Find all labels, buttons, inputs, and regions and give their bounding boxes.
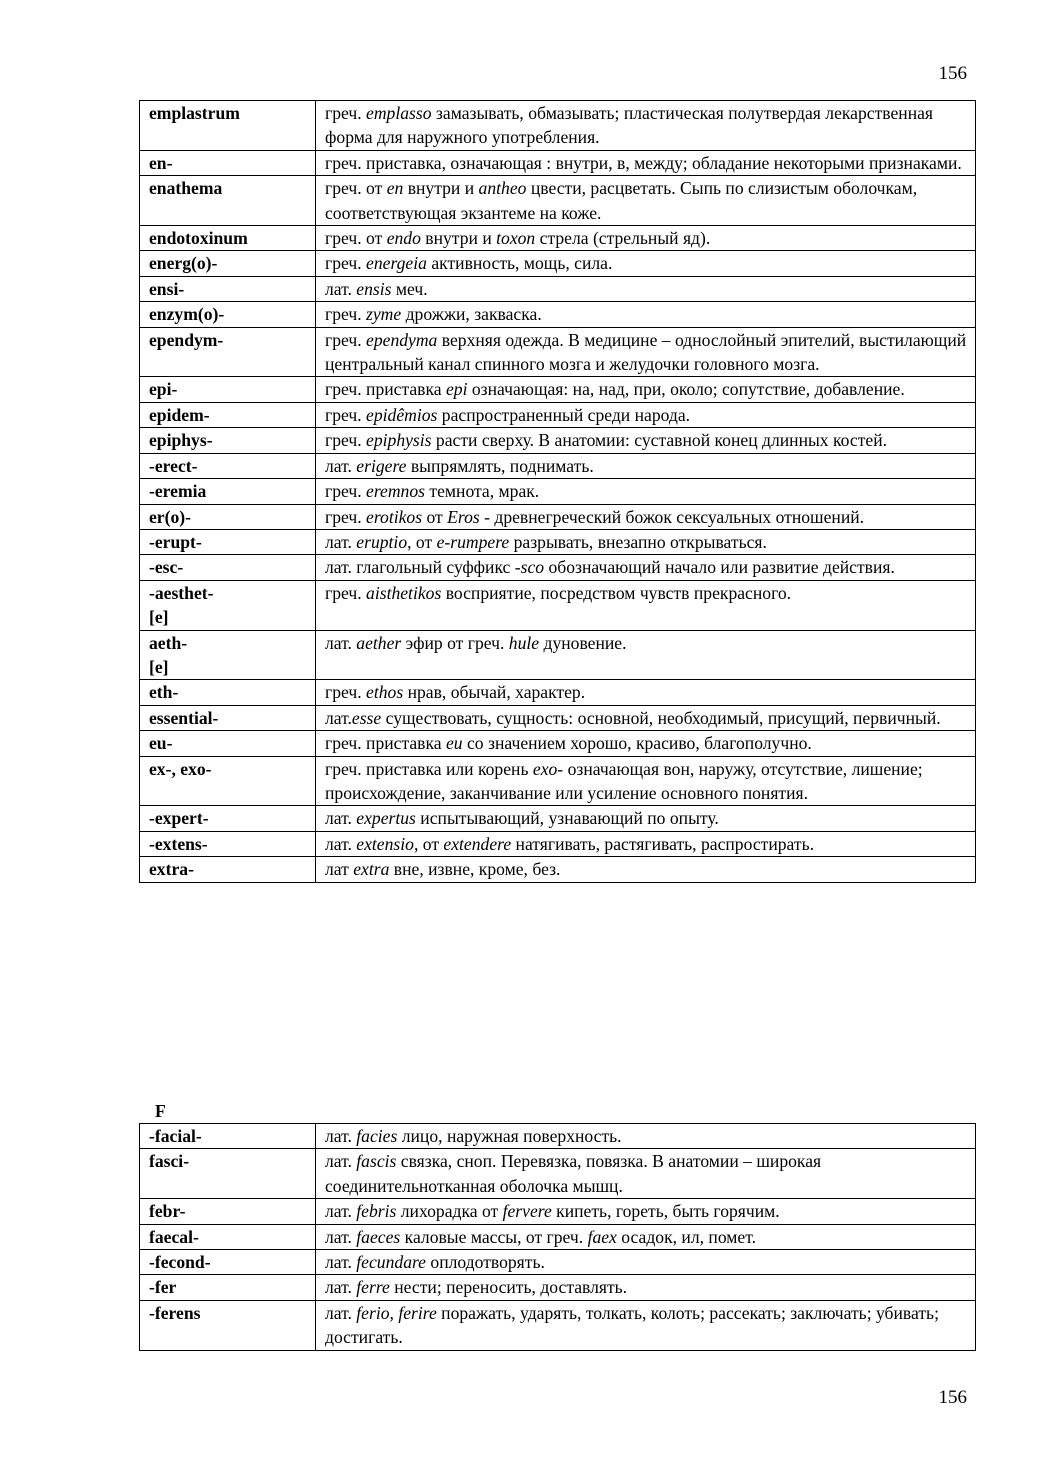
definition-italic-text: eruptio <box>356 531 408 552</box>
table-row <box>140 756 976 806</box>
definition-text: лат. <box>325 632 357 653</box>
table-row <box>140 453 976 478</box>
table-row <box>140 1224 976 1249</box>
definition-text: лат. <box>325 278 357 299</box>
section-letter-f: F <box>155 1101 166 1121</box>
definition-cell <box>316 1199 976 1224</box>
definition-text: лат. <box>325 707 352 728</box>
definition-italic-text: febris <box>356 1201 397 1222</box>
definition-text: - древнегреческий божок сексуальных отношений. <box>479 506 865 527</box>
definition-text: замазывать, обмазывать; пластическая полутвердая лекарственная форма для наружного употребления. <box>325 103 934 148</box>
term-cell: epiphys- <box>140 428 316 453</box>
definition-cell <box>316 176 976 226</box>
definition-italic-text: toxon <box>496 228 536 249</box>
definition-text: восприятие, посредством чувств прекрасного. <box>441 582 792 603</box>
table-row <box>140 857 976 882</box>
definition-italic-text: ethos <box>366 682 404 703</box>
definition-italic-text: e-rumpere <box>436 531 510 552</box>
definition-text: греч. <box>325 304 367 325</box>
table-row <box>140 1124 976 1149</box>
definition-text: греч. <box>325 404 367 425</box>
definition-text: греч. <box>325 430 367 451</box>
term-cell: extra- <box>140 857 316 882</box>
definition-italic-text: eremnos <box>366 481 425 502</box>
definition-italic-text: faex <box>587 1226 617 1247</box>
definition-italic-text: fascis <box>356 1151 397 1172</box>
definition-italic-text: esse <box>351 707 382 728</box>
table-row <box>140 806 976 831</box>
dictionary-table-f <box>139 1123 976 1351</box>
definition-text: лат. <box>325 455 357 476</box>
definition-cell <box>316 1224 976 1249</box>
definition-italic-text: ferio, ferire <box>356 1302 437 1323</box>
page-number-top: 156 <box>938 63 967 84</box>
definition-italic-text: ferre <box>356 1277 390 1298</box>
term-cell: -extens- <box>140 831 316 856</box>
definition-cell <box>316 101 976 151</box>
term-cell: ensi- <box>140 276 316 301</box>
table-row <box>140 428 976 453</box>
definition-cell <box>316 756 976 806</box>
definition-text: от <box>422 506 448 527</box>
definition-italic-text: endo <box>386 228 421 249</box>
definition-cell <box>316 580 976 630</box>
definition-italic-text: ependyma <box>366 329 438 350</box>
definition-italic-text: extra <box>353 859 390 880</box>
definition-text: стрела (стрельный яд). <box>535 228 711 249</box>
definition-text: лат. <box>325 1277 357 1298</box>
definition-text: дуновение. <box>539 632 627 653</box>
definition-text: лат. <box>325 1252 357 1273</box>
term-cell: er(o)- <box>140 504 316 529</box>
term-cell: -fecond- <box>140 1250 316 1275</box>
term-cell: enathema <box>140 176 316 226</box>
definition-cell <box>316 276 976 301</box>
table-row <box>140 377 976 402</box>
definition-text: цвести, расцветать. Сыпь по слизистым оболочкам, соответствующая экзантеме на коже. <box>325 178 918 223</box>
definition-cell <box>316 1300 976 1350</box>
dictionary-table-e <box>139 100 976 883</box>
table-row <box>140 504 976 529</box>
term-cell: enzym(o)- <box>140 302 316 327</box>
definition-text: активность, мощь, сила. <box>426 253 613 274</box>
definition-italic-text: faeces <box>356 1226 401 1247</box>
definition-cell <box>316 857 976 882</box>
term-cell: -eremia <box>140 479 316 504</box>
term-cell: energ(o)- <box>140 251 316 276</box>
definition-italic-text: exo- <box>532 758 564 779</box>
definition-text: кипеть, гореть, быть горячим. <box>551 1201 780 1222</box>
definition-text: верхняя одежда. В медицине – однослойный эпителий, выстилающий центральный канал спинного мозга и желудочки головного мозга. <box>325 329 967 375</box>
definition-text: внутри и <box>420 228 497 249</box>
definition-cell <box>316 1275 976 1300</box>
definition-text: натягивать, растягивать, распростирать. <box>511 833 814 854</box>
definition-text: темнота, мрак. <box>425 481 540 502</box>
definition-italic-text: extensio <box>356 833 414 854</box>
definition-italic-text: fecundare <box>356 1252 426 1273</box>
definition-cell <box>316 731 976 756</box>
table-row <box>140 327 976 377</box>
definition-text: означающая: на, над, при, около; сопутствие, добавление. <box>467 379 905 400</box>
definition-cell <box>316 705 976 730</box>
definition-text: лат. глагольный суффикс <box>325 557 515 578</box>
definition-italic-text: erotikos <box>366 506 423 527</box>
term-cell: faecal- <box>140 1224 316 1249</box>
term-cell: -erect- <box>140 453 316 478</box>
table-row <box>140 1199 976 1224</box>
definition-text: внутри и <box>403 178 479 199</box>
definition-cell <box>316 251 976 276</box>
table-row <box>140 680 976 705</box>
definition-text: лат. <box>325 808 357 829</box>
definition-text: лат. <box>325 1126 357 1146</box>
table-row <box>140 555 976 580</box>
definition-text: испытывающий, узнавающий по опыту. <box>415 808 719 829</box>
definition-italic-text: epi <box>445 379 468 400</box>
definition-cell <box>316 1124 976 1149</box>
table-row <box>140 101 976 151</box>
definition-text: связка, сноп. Перевязка, повязка. В анатомии – широкая соединительнотканная оболочка мышц. <box>325 1151 822 1196</box>
definition-text: греч. приставка или корень <box>325 758 533 779</box>
definition-text: лицо, наружная поверхность. <box>397 1126 622 1146</box>
definition-cell <box>316 428 976 453</box>
definition-cell <box>316 504 976 529</box>
definition-cell <box>316 377 976 402</box>
definition-cell <box>316 1149 976 1199</box>
definition-text: разрывать, внезапно открываться. <box>509 531 767 552</box>
definition-text: греч. <box>325 103 367 123</box>
term-cell: -esc- <box>140 555 316 580</box>
definition-text: греч. приставка <box>325 379 446 400</box>
definition-text: , от <box>413 833 444 854</box>
table-row <box>140 176 976 226</box>
definition-text: со значением хорошо, красиво, благополучно. <box>462 733 812 754</box>
definition-italic-text: energeia <box>366 253 427 274</box>
table-row <box>140 1149 976 1199</box>
definition-cell <box>316 302 976 327</box>
page-number-bottom: 156 <box>938 1387 967 1408</box>
definition-italic-text: Eros <box>447 506 480 527</box>
term-cell: -aesthet- [e] <box>140 580 316 630</box>
table-row <box>140 479 976 504</box>
definition-italic-text: ensis <box>356 278 392 299</box>
definition-cell <box>316 555 976 580</box>
table-row <box>140 402 976 427</box>
definition-text: осадок, ил, помет. <box>616 1226 757 1247</box>
definition-text: лихорадка от <box>396 1201 503 1222</box>
definition-cell <box>316 630 976 680</box>
term-cell: eu- <box>140 731 316 756</box>
definition-italic-text: epiphysis <box>366 430 432 451</box>
definition-text: выпрямлять, поднимать. <box>406 455 594 476</box>
definition-italic-text: emplasso <box>366 103 432 123</box>
definition-cell <box>316 226 976 251</box>
definition-cell <box>316 327 976 377</box>
table-row <box>140 150 976 175</box>
definition-italic-text: aisthetikos <box>366 582 442 603</box>
definition-text: расти сверху. В анатомии: суставной конец длинных костей. <box>431 430 888 451</box>
definition-text: каловые массы, от греч. <box>400 1226 588 1247</box>
table-row <box>140 705 976 730</box>
definition-text: распространенный среди народа. <box>437 404 691 425</box>
definition-cell <box>316 402 976 427</box>
table-row <box>140 630 976 680</box>
term-cell: ex-, exo- <box>140 756 316 806</box>
definition-text: эфир от греч. <box>401 632 509 653</box>
definition-text: греч. <box>325 582 367 603</box>
definition-text: греч. <box>325 481 367 502</box>
table-row <box>140 1275 976 1300</box>
definition-italic-text: epidêmios <box>366 404 438 425</box>
definition-text: вне, извне, кроме, без. <box>389 859 561 880</box>
definition-cell <box>316 150 976 175</box>
definition-text: , от <box>407 531 437 552</box>
definition-text: обозначающий начало или развитие действия. <box>544 557 895 578</box>
definition-italic-text: zyme <box>366 304 402 325</box>
definition-italic-text: extendere <box>443 833 512 854</box>
term-cell: emplastrum <box>140 101 316 151</box>
definition-cell <box>316 479 976 504</box>
definition-text: греч. приставка <box>325 733 446 754</box>
definition-text: лат <box>325 859 354 880</box>
term-cell: endotoxinum <box>140 226 316 251</box>
table-row <box>140 580 976 630</box>
definition-text: лат. <box>325 531 357 552</box>
definition-italic-text: facies <box>356 1126 398 1146</box>
definition-cell <box>316 453 976 478</box>
definition-italic-text: aether <box>356 632 402 653</box>
table-row <box>140 302 976 327</box>
definition-text: лат. <box>325 1226 357 1247</box>
definition-italic-text: eu <box>445 733 463 754</box>
definition-italic-text: antheo <box>478 178 527 199</box>
term-cell: -expert- <box>140 806 316 831</box>
definition-cell <box>316 1250 976 1275</box>
definition-text: греч. <box>325 253 367 274</box>
term-cell: epi- <box>140 377 316 402</box>
table-row <box>140 529 976 554</box>
definition-italic-text: en <box>386 178 404 199</box>
table-row <box>140 831 976 856</box>
definition-cell <box>316 806 976 831</box>
definition-italic-text: erigere <box>356 455 407 476</box>
term-cell: febr- <box>140 1199 316 1224</box>
term-cell: fasci- <box>140 1149 316 1199</box>
term-cell: en- <box>140 150 316 175</box>
definition-text: нрав, обычай, характер. <box>403 682 586 703</box>
term-cell: -ferens <box>140 1300 316 1350</box>
term-cell: essential- <box>140 705 316 730</box>
term-cell: eth- <box>140 680 316 705</box>
table-row <box>140 731 976 756</box>
definition-italic-text: expertus <box>356 808 416 829</box>
table-row <box>140 276 976 301</box>
definition-text: меч. <box>391 278 428 299</box>
definition-cell <box>316 831 976 856</box>
definition-text: греч. от <box>325 178 387 199</box>
table-row <box>140 226 976 251</box>
term-cell: ependym- <box>140 327 316 377</box>
definition-italic-text: -sco <box>514 557 545 578</box>
term-cell: epidem- <box>140 402 316 427</box>
definition-text: лат. <box>325 833 357 854</box>
definition-text: лат. <box>325 1201 357 1222</box>
table-row <box>140 1300 976 1350</box>
definition-text: поражать, ударять, толкать, колоть; рассекать; заключать; убивать; достигать. <box>325 1302 939 1348</box>
definition-text: греч. <box>325 506 367 527</box>
definition-text: лат. <box>325 1302 357 1323</box>
definition-text: греч. от <box>325 228 387 249</box>
definition-text: лат. <box>325 1151 357 1172</box>
definition-text: греч. <box>325 329 367 350</box>
table-row <box>140 1250 976 1275</box>
definition-text: оплодотворять. <box>426 1252 545 1273</box>
term-cell: -facial- <box>140 1124 316 1149</box>
definition-text: нести; переносить, доставлять. <box>389 1277 628 1298</box>
definition-cell <box>316 529 976 554</box>
definition-text: дрожжи, закваска. <box>401 304 542 325</box>
term-cell: -fer <box>140 1275 316 1300</box>
definition-text: греч. приставка, означающая : внутри, в, между; обладание некоторыми признаками. <box>325 152 962 173</box>
table-row <box>140 251 976 276</box>
definition-text: греч. <box>325 682 367 703</box>
definition-text: существовать, сущность: основной, необходимый, присущий, первичный. <box>381 707 941 728</box>
definition-cell <box>316 680 976 705</box>
definition-italic-text: hule <box>508 632 540 653</box>
definition-text: означающая вон, наружу, отсутствие, лишение; происхождение, заканчивание или усиление основного понятия. <box>325 758 923 803</box>
definition-italic-text: fervere <box>502 1201 552 1222</box>
term-cell: -erupt- <box>140 529 316 554</box>
term-cell: aeth- [e] <box>140 630 316 680</box>
